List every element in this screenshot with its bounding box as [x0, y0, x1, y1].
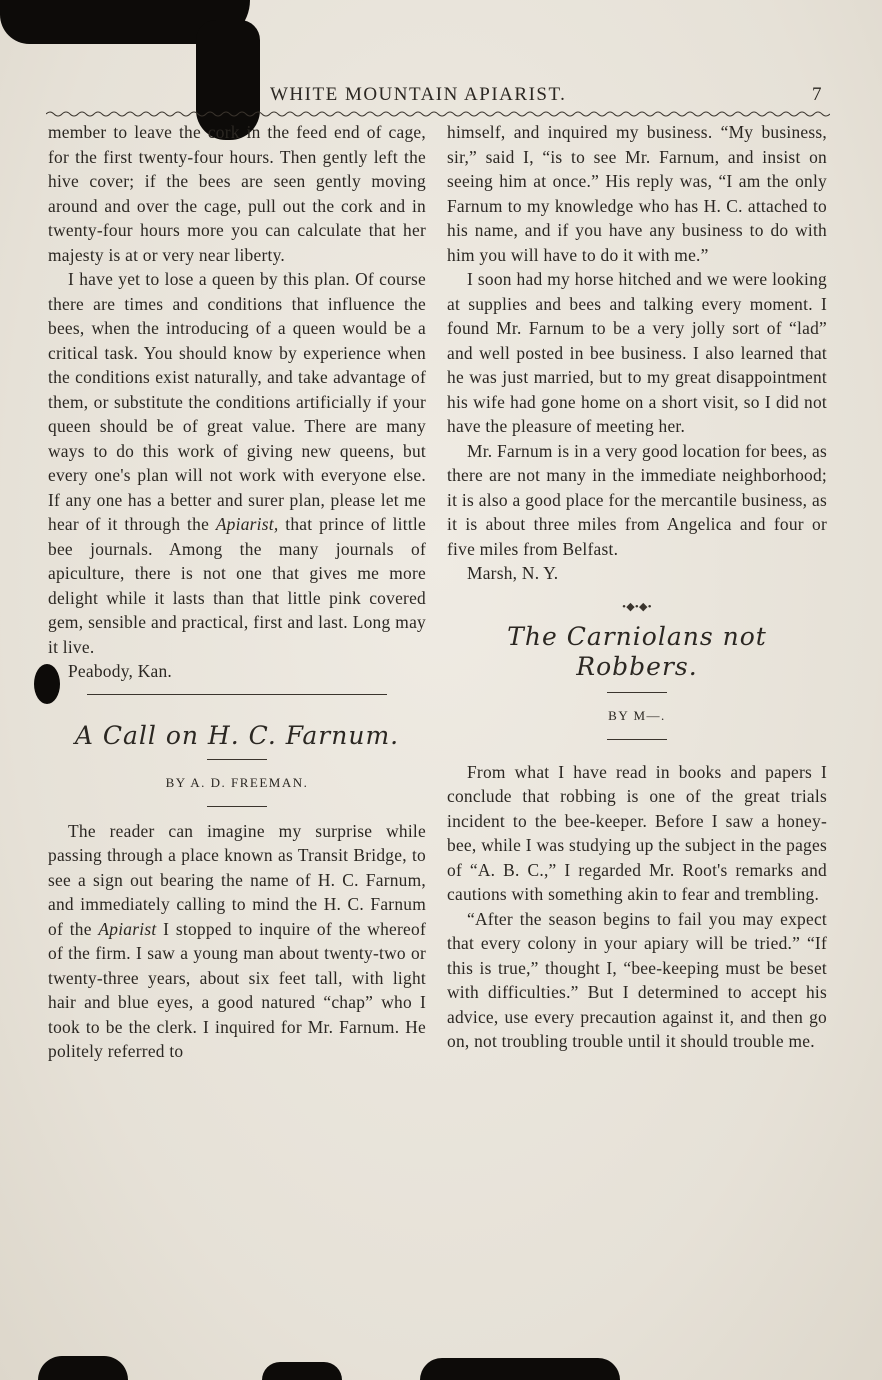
byline-rule	[207, 806, 267, 807]
left-column	[48, 120, 426, 1064]
ink-stain-bottom-3	[420, 1358, 620, 1380]
paragraph	[48, 819, 426, 1064]
heading-rule	[207, 759, 267, 760]
text-run: I stopped to inquire of the whereof of the firm. I saw a young man about twenty-two or twenty-three years, about six feet tall, with light hair and blue eyes, a good natured “chap” who I took to be the clerk. I inquired for Mr. Farnum. He politely referred to	[48, 918, 426, 1061]
ink-stain-bottom-2	[262, 1362, 342, 1380]
author-location: Marsh, N. Y.	[467, 563, 559, 583]
article-heading: The Carniolans not Robbers.	[507, 621, 767, 681]
paragraph: member to leave the cork in the feed end of cage, for the first twenty-four hours. Then gently left the hive cover; if the bees are seen gently moving around and over the cage, pull out the cork and in twenty-four hours more you can calculate that her majesty is at or very near liberty.	[48, 122, 426, 265]
text-run: The reader can imagine my surprise while passing through a place known as Transit Bridge, to see a sign out bearing the name of H. C. Farnum, and immediately calling to mind the H. C. Farnum of the	[48, 820, 426, 939]
paragraph: Mr. Farnum is in a very good location for bees, as there are not many in the immediate neighborhood; it is also a good place for the mercantile business, as it is about three miles from Angelica and four or five miles from Belfast.	[447, 440, 827, 559]
section-divider	[87, 694, 387, 695]
text-run: that prince of little bee journals. Among the many journals of apiculture, there is not one that gives me more delight while it lasts than that little pink covered gem, sensible and practical, first and last. Long may it live.	[48, 514, 426, 657]
paragraph	[48, 267, 426, 659]
byline: BY A. D. FREEMAN.	[165, 774, 309, 790]
article-heading: A Call on H. C. Farnum.	[74, 720, 400, 750]
ink-stain-bottom-1	[38, 1356, 128, 1380]
author-location: Peabody, Kan.	[68, 661, 173, 681]
byline: BY M—.	[608, 707, 666, 723]
right-column	[447, 120, 827, 1054]
running-header	[0, 84, 882, 112]
paragraph: himself, and inquired my business. “My business, sir,” said I, “is to see Mr. Farnum, and insist on seeing him at once.” His reply was, “I am the only Farnum to my knowledge who has H. C. attached to his name, and if you have any business to do with him you will have to do it with me.”	[447, 122, 827, 265]
header-wavy-rule	[46, 110, 830, 118]
paragraph: From what I have read in books and papers I conclude that robbing is one of the great trials incident to the bee-keeper. Before I saw a honey-bee, while I was studying up the subject in the pages of “A. B. C.,” I regarded Mr. Root's remarks and cautions with something akin to fear and trembling.	[447, 761, 827, 904]
page-number: 7	[812, 84, 822, 105]
paragraph: I soon had my horse hitched and we were looking at supplies and bees and talking every moment. I found Mr. Farnum to be a very jolly sort of “lad” and well posted in bee business. I also learned that he was just married, but to my great disappointment his wife had gone home on a short visit, so I did not have the pleasure of meeting her.	[447, 269, 827, 436]
ornament-divider: •◆•◆•	[622, 600, 652, 613]
text-run: I have yet to lose a queen by this plan. Of course there are times and conditions that influence the bees, when the introducing of a queen would be a critical task. You should know by experience when the conditions exist naturally, and take advantage of them, or substitute the conditions artificially if your queen should be of great value. There are many ways to do this work of giving new queens, but every one's plan will not work with everyone else. If any one has a better and surer plan, please let me hear of it through the	[48, 269, 426, 534]
journal-title: WHITE MOUNTAIN APIARIST.	[270, 84, 567, 105]
italic-text: Apiarist	[98, 918, 157, 939]
paragraph: “After the season begins to fail you may expect that every colony in your apiary will be tried.” “If this is true,” thought I, “bee-keeping must be beset with difficulties.” But I determined to accept his advice, use every precaution against it, and then go on, not troubling trouble until it should trouble me.	[447, 908, 827, 1051]
byline-rule	[607, 739, 667, 740]
italic-text: Apiarist,	[215, 514, 279, 534]
heading-rule	[607, 692, 667, 693]
